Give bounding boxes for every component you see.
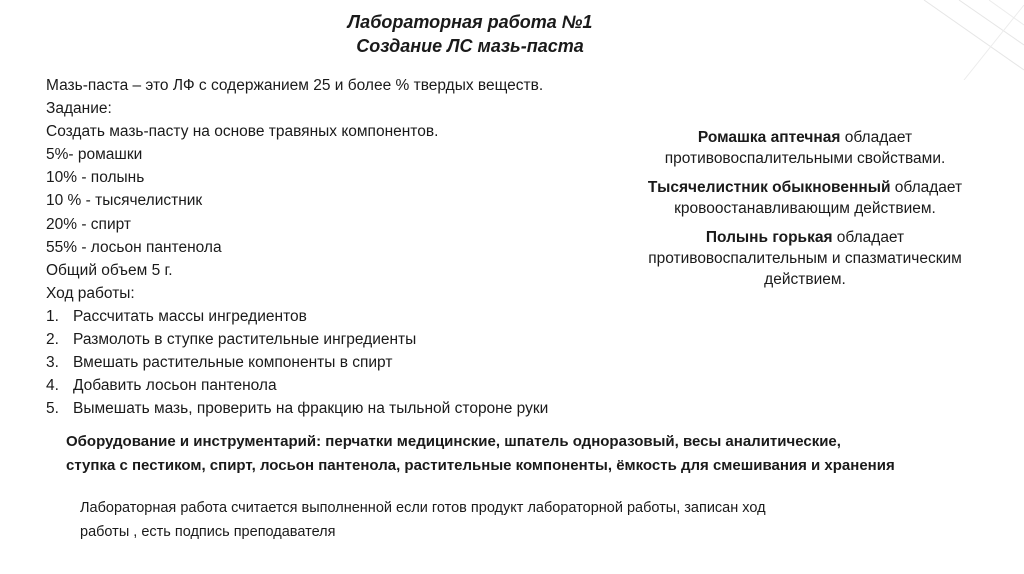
step-text: Вымешать мазь, проверить на фракцию на тыльной стороне руки [73,400,549,418]
fact-property: противовоспалительными свойствами. [664,150,946,167]
title-line-2: Создание ЛС мазь-паста [356,36,584,56]
fact-verb: обладает [840,129,913,146]
fact-property: кровоостанавливающим действием. [674,200,936,217]
equipment-line-1: Оборудование и инструментарий: перчатки медицинские, шпатель одноразовый, весы аналитические, [66,433,841,450]
step-text: Рассчитать массы ингредиентов [73,307,307,325]
task-text: Создать мазь-пасту на основе травяных компонентов. [46,123,439,141]
procedure-step [46,305,636,328]
task-description [46,74,636,420]
step-number: 4. [46,377,59,395]
procedure-step [46,374,636,397]
component-item: 55% - лосьон пантенола [46,238,222,256]
task-label: Задание: [46,100,112,118]
procedure-step [46,328,636,351]
equipment-line-2: ступка с пестиком, спирт, лосьон пантенола, растительные компоненты, ёмкость для смешивания и хранения [66,457,895,474]
step-number: 2. [46,331,59,349]
component-item: 10 % - тысячелистник [46,192,203,210]
procedure-step [46,397,636,420]
fact-verb: обладает [832,229,905,246]
plant-name: Полынь горькая [705,229,833,246]
completion-conditions [80,496,940,544]
step-number: 3. [46,354,59,372]
fact-property: действием. [764,271,846,288]
procedure-label: Ход работы: [46,284,135,302]
plant-name: Тысячелистник обыкновенный [647,179,891,196]
step-text: Размолоть в ступке растительные ингредиенты [73,331,417,349]
conditions-line-2: работы , есть подпись преподавателя [80,524,336,540]
procedure-step [46,351,636,374]
slide-title [0,10,940,58]
equipment-list [66,430,1006,478]
plant-properties [600,127,1010,298]
procedure-steps [46,305,636,420]
plant-name: Ромашка аптечная [697,129,841,146]
step-text: Вмешать растительные компоненты в спирт [73,354,393,372]
fact-verb: обладает [890,179,963,196]
fact-yarrow [600,177,1010,219]
step-number: 1. [46,307,59,325]
fact-property: противовоспалительным и спазматическим [648,250,962,267]
step-text: Добавить лосьон пантенола [73,377,277,395]
component-item: 10% - полынь [46,169,145,187]
component-item: 20% - спирт [46,215,131,233]
fact-chamomile [600,127,1010,169]
definition-text: Мазь-паста – это ЛФ с содержанием 25 и более % твердых веществ. [46,77,544,94]
total-volume: Общий объем 5 г. [46,261,173,279]
conditions-line-1: Лабораторная работа считается выполненной если готов продукт лабораторной работы, записан ход [80,500,766,516]
title-line-1: Лабораторная работа №1 [347,12,593,32]
component-item: 5%- ромашки [46,146,143,164]
step-number: 5. [46,400,59,418]
fact-wormwood [600,227,1010,290]
